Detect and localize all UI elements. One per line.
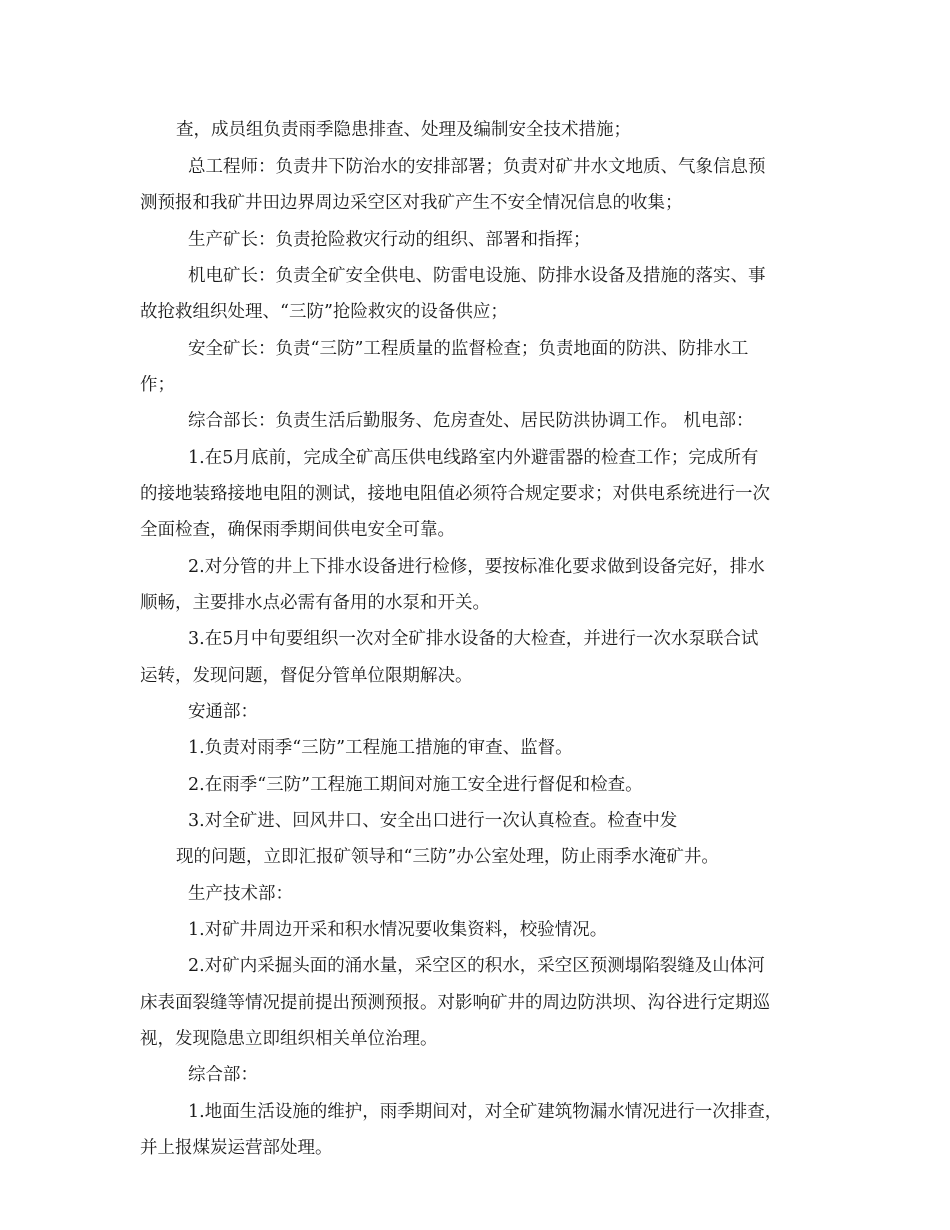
section-heading: 生产技术部： [188, 884, 293, 904]
text-line: 查，成员组负责雨季隐患排查、处理及编制安全技术措施； [176, 120, 631, 140]
text-line: 1.在5月底前，完成全矿高压供电线路室内外避雷器的检查工作；完成所有 [188, 448, 759, 468]
text-line: 生产矿长：负责抢险救灾行动的组织、部署和指挥； [188, 230, 591, 250]
text-line: 的接地装臵接地电阻的测试，接地电阻值必须符合规定要求；对供电系统进行一次 [140, 484, 770, 504]
text-line: 现的问题，立即汇报矿领导和“三防”办公室处理，防止雨季水淹矿井。 [176, 847, 719, 867]
text-line: 运转，发现问题，督促分管单位限期解决。 [140, 666, 473, 686]
text-line: 安全矿长：负责“三防”工程质量的监督检查；负责地面的防洪、防排水工 [188, 339, 749, 359]
text-line: 并上报煤炭运营部处理。 [140, 1138, 333, 1158]
text-line: 综合部长：负责生活后勤服务、危房查处、居民防洪协调工作。 机电部： [188, 411, 754, 431]
text-line: 3.在5月中旬要组织一次对全矿排水设备的大检查，并进行一次水泵联合试 [188, 629, 759, 649]
text-line: 作； [140, 375, 175, 395]
text-line: 1.对矿井周边开采和积水情况要收集资料，校验情况。 [188, 920, 608, 940]
text-line: 视，发现隐患立即组织相关单位治理。 [140, 1029, 438, 1049]
text-line: 顺畅，主要排水点必需有备用的水泵和开关。 [140, 593, 490, 613]
text-line: 2.对矿内采掘头面的涌水量，采空区的积水，采空区预测塌陷裂缝及山体河 [188, 956, 765, 976]
text-line: 2.对分管的井上下排水设备进行检修，要按标准化要求做到设备完好，排水 [188, 557, 765, 577]
text-line: 机电矿长：负责全矿安全供电、防雷电设施、防排水设备及措施的落实、事 [188, 266, 766, 286]
text-line: 总工程师：负责井下防治水的安排部署；负责对矿井水文地质、气象信息预 [188, 157, 766, 177]
text-line: 全面检查，确保雨季期间供电安全可靠。 [140, 520, 455, 540]
text-line: 3.对全矿进、回风井口、安全出口进行一次认真检查。检查中发 [188, 811, 678, 831]
text-line: 床表面裂缝等情况提前提出预测预报。对影响矿井的周边防洪坝、沟谷进行定期巡 [140, 993, 770, 1013]
section-heading: 综合部： [188, 1065, 258, 1085]
text-line: 故抢救组织处理、“三防”抢险救灾的设备供应； [140, 302, 508, 322]
text-line: 2.在雨季“三防”工程施工期间对施工安全进行督促和检查。 [188, 775, 643, 795]
text-line: 1.地面生活设施的维护，雨季期间对，对全矿建筑物漏水情况进行一次排查， [188, 1102, 783, 1122]
text-line: 1.负责对雨季“三防”工程施工措施的审查、监督。 [188, 738, 573, 758]
text-line: 测预报和我矿井田边界周边采空区对我矿产生不安全情况信息的收集； [140, 193, 683, 213]
section-heading: 安通部： [188, 702, 258, 722]
